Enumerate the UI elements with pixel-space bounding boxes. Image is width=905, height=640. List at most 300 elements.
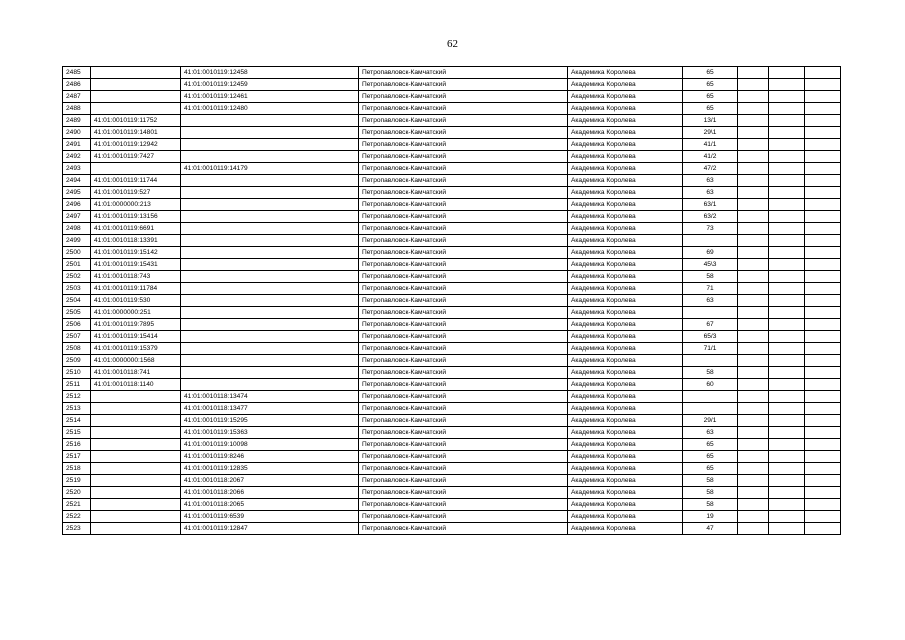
- empty-cell: [769, 91, 805, 103]
- cadastral-number-building-cell: 41:01:0010119:7427: [91, 151, 181, 163]
- house-number-cell: [683, 307, 738, 319]
- row-number-cell: 2486: [63, 79, 91, 91]
- empty-cell: [738, 511, 769, 523]
- empty-cell: [738, 283, 769, 295]
- street-cell: Академика Королева: [568, 79, 683, 91]
- street-cell: Академика Королева: [568, 427, 683, 439]
- cadastral-number-building-cell: 41:01:0010119:14801: [91, 127, 181, 139]
- empty-cell: [805, 259, 841, 271]
- city-cell: Петропавловск-Камчатский: [359, 103, 568, 115]
- table-row: [63, 319, 841, 331]
- row-number-cell: 2485: [63, 67, 91, 79]
- row-number-cell: 2495: [63, 187, 91, 199]
- empty-cell: [738, 223, 769, 235]
- empty-cell: [805, 355, 841, 367]
- empty-cell: [805, 523, 841, 535]
- empty-cell: [769, 379, 805, 391]
- page-number: 62: [447, 38, 458, 50]
- row-number-cell: 2522: [63, 511, 91, 523]
- city-cell: Петропавловск-Камчатский: [359, 295, 568, 307]
- row-number-cell: 2508: [63, 343, 91, 355]
- cadastral-number-premises-cell: [181, 331, 359, 343]
- cadastral-number-premises-cell: [181, 355, 359, 367]
- empty-cell: [738, 151, 769, 163]
- empty-cell: [769, 403, 805, 415]
- empty-cell: [738, 175, 769, 187]
- empty-cell: [805, 391, 841, 403]
- empty-cell: [769, 355, 805, 367]
- empty-cell: [805, 499, 841, 511]
- empty-cell: [805, 223, 841, 235]
- house-number-cell: 73: [683, 223, 738, 235]
- house-number-cell: 63/2: [683, 211, 738, 223]
- empty-cell: [805, 367, 841, 379]
- city-cell: Петропавловск-Камчатский: [359, 415, 568, 427]
- cadastral-number-building-cell: 41:01:0010119:527: [91, 187, 181, 199]
- row-number-cell: 2509: [63, 355, 91, 367]
- table-row: [63, 223, 841, 235]
- house-number-cell: 41/1: [683, 139, 738, 151]
- table-row: [63, 271, 841, 283]
- street-cell: Академика Королева: [568, 415, 683, 427]
- empty-cell: [738, 235, 769, 247]
- empty-cell: [738, 379, 769, 391]
- row-number-cell: 2518: [63, 463, 91, 475]
- city-cell: Петропавловск-Камчатский: [359, 139, 568, 151]
- empty-cell: [738, 127, 769, 139]
- empty-cell: [805, 295, 841, 307]
- table-row: [63, 139, 841, 151]
- registry-table: [62, 66, 841, 535]
- cadastral-number-premises-cell: 41:01:0010119:12461: [181, 91, 359, 103]
- empty-cell: [805, 235, 841, 247]
- empty-cell: [738, 463, 769, 475]
- row-number-cell: 2514: [63, 415, 91, 427]
- cadastral-number-premises-cell: 41:01:0010119:12835: [181, 463, 359, 475]
- empty-cell: [738, 319, 769, 331]
- house-number-cell: 63: [683, 175, 738, 187]
- empty-cell: [805, 115, 841, 127]
- cadastral-number-premises-cell: [181, 175, 359, 187]
- row-number-cell: 2517: [63, 451, 91, 463]
- empty-cell: [769, 163, 805, 175]
- cadastral-number-premises-cell: 41:01:0010118:2066: [181, 487, 359, 499]
- empty-cell: [738, 211, 769, 223]
- house-number-cell: 47/2: [683, 163, 738, 175]
- table-row: [63, 115, 841, 127]
- table-row: [63, 283, 841, 295]
- row-number-cell: 2512: [63, 391, 91, 403]
- table-row: [63, 307, 841, 319]
- table-row: [63, 523, 841, 535]
- street-cell: Академика Королева: [568, 391, 683, 403]
- empty-cell: [769, 295, 805, 307]
- street-cell: Академика Королева: [568, 523, 683, 535]
- row-number-cell: 2500: [63, 247, 91, 259]
- row-number-cell: 2510: [63, 367, 91, 379]
- row-number-cell: 2521: [63, 499, 91, 511]
- empty-cell: [769, 307, 805, 319]
- cadastral-number-building-cell: [91, 523, 181, 535]
- row-number-cell: 2489: [63, 115, 91, 127]
- row-number-cell: 2505: [63, 307, 91, 319]
- city-cell: Петропавловск-Камчатский: [359, 271, 568, 283]
- empty-cell: [805, 79, 841, 91]
- empty-cell: [769, 259, 805, 271]
- cadastral-number-building-cell: 41:01:0010119:15379: [91, 343, 181, 355]
- empty-cell: [769, 79, 805, 91]
- city-cell: Петропавловск-Камчатский: [359, 211, 568, 223]
- house-number-cell: 45\3: [683, 259, 738, 271]
- house-number-cell: [683, 403, 738, 415]
- street-cell: Академика Королева: [568, 139, 683, 151]
- empty-cell: [738, 487, 769, 499]
- table-row: [63, 499, 841, 511]
- empty-cell: [738, 331, 769, 343]
- row-number-cell: 2487: [63, 91, 91, 103]
- cadastral-number-premises-cell: 41:01:0010119:14179: [181, 163, 359, 175]
- cadastral-number-building-cell: [91, 511, 181, 523]
- row-number-cell: 2493: [63, 163, 91, 175]
- empty-cell: [738, 475, 769, 487]
- house-number-cell: 63/1: [683, 199, 738, 211]
- city-cell: Петропавловск-Камчатский: [359, 259, 568, 271]
- cadastral-number-premises-cell: [181, 259, 359, 271]
- house-number-cell: [683, 355, 738, 367]
- house-number-cell: 58: [683, 271, 738, 283]
- empty-cell: [769, 451, 805, 463]
- house-number-cell: 41/2: [683, 151, 738, 163]
- table-row: [63, 151, 841, 163]
- empty-cell: [738, 367, 769, 379]
- cadastral-number-building-cell: 41:01:0010118:13391: [91, 235, 181, 247]
- street-cell: Академика Королева: [568, 115, 683, 127]
- empty-cell: [738, 271, 769, 283]
- house-number-cell: 63: [683, 295, 738, 307]
- empty-cell: [769, 271, 805, 283]
- street-cell: Академика Королева: [568, 319, 683, 331]
- empty-cell: [769, 439, 805, 451]
- city-cell: Петропавловск-Камчатский: [359, 199, 568, 211]
- empty-cell: [738, 439, 769, 451]
- cadastral-number-building-cell: [91, 499, 181, 511]
- row-number-cell: 2488: [63, 103, 91, 115]
- table-row: [63, 331, 841, 343]
- empty-cell: [805, 91, 841, 103]
- street-cell: Академика Королева: [568, 367, 683, 379]
- cadastral-number-building-cell: 41:01:0010118:1140: [91, 379, 181, 391]
- street-cell: Академика Королева: [568, 271, 683, 283]
- row-number-cell: 2498: [63, 223, 91, 235]
- street-cell: Академика Королева: [568, 247, 683, 259]
- cadastral-number-building-cell: 41:01:0010119:7895: [91, 319, 181, 331]
- row-number-cell: 2515: [63, 427, 91, 439]
- cadastral-number-building-cell: 41:01:0010118:741: [91, 367, 181, 379]
- cadastral-number-building-cell: [91, 103, 181, 115]
- cadastral-number-premises-cell: 41:01:0010118:13474: [181, 391, 359, 403]
- street-cell: Академика Королева: [568, 451, 683, 463]
- empty-cell: [769, 319, 805, 331]
- empty-cell: [738, 187, 769, 199]
- row-number-cell: 2507: [63, 331, 91, 343]
- empty-cell: [769, 175, 805, 187]
- row-number-cell: 2523: [63, 523, 91, 535]
- house-number-cell: 58: [683, 475, 738, 487]
- cadastral-number-building-cell: [91, 451, 181, 463]
- row-number-cell: 2490: [63, 127, 91, 139]
- empty-cell: [769, 139, 805, 151]
- house-number-cell: 29\1: [683, 127, 738, 139]
- cadastral-number-building-cell: [91, 91, 181, 103]
- cadastral-number-premises-cell: 41:01:0010119:12480: [181, 103, 359, 115]
- empty-cell: [738, 247, 769, 259]
- empty-cell: [769, 199, 805, 211]
- cadastral-number-premises-cell: [181, 127, 359, 139]
- street-cell: Академика Королева: [568, 211, 683, 223]
- cadastral-number-premises-cell: [181, 343, 359, 355]
- table-row: [63, 199, 841, 211]
- row-number-cell: 2516: [63, 439, 91, 451]
- city-cell: Петропавловск-Камчатский: [359, 247, 568, 259]
- empty-cell: [738, 103, 769, 115]
- empty-cell: [769, 235, 805, 247]
- row-number-cell: 2496: [63, 199, 91, 211]
- cadastral-number-building-cell: 41:01:0010119:13156: [91, 211, 181, 223]
- empty-cell: [805, 331, 841, 343]
- table-row: [63, 475, 841, 487]
- street-cell: Академика Королева: [568, 379, 683, 391]
- empty-cell: [805, 427, 841, 439]
- empty-cell: [769, 331, 805, 343]
- street-cell: Академика Королева: [568, 91, 683, 103]
- empty-cell: [805, 139, 841, 151]
- row-number-cell: 2511: [63, 379, 91, 391]
- row-number-cell: 2497: [63, 211, 91, 223]
- row-number-cell: 2513: [63, 403, 91, 415]
- city-cell: Петропавловск-Камчатский: [359, 343, 568, 355]
- house-number-cell: 69: [683, 247, 738, 259]
- city-cell: Петропавловск-Камчатский: [359, 463, 568, 475]
- empty-cell: [769, 475, 805, 487]
- table-row: [63, 427, 841, 439]
- house-number-cell: 63: [683, 187, 738, 199]
- empty-cell: [805, 379, 841, 391]
- cadastral-number-building-cell: 41:01:0010119:15431: [91, 259, 181, 271]
- empty-cell: [805, 163, 841, 175]
- city-cell: Петропавловск-Камчатский: [359, 487, 568, 499]
- empty-cell: [805, 67, 841, 79]
- row-number-cell: 2506: [63, 319, 91, 331]
- cadastral-number-building-cell: [91, 427, 181, 439]
- cadastral-number-premises-cell: 41:01:0010118:2067: [181, 475, 359, 487]
- empty-cell: [738, 91, 769, 103]
- empty-cell: [769, 343, 805, 355]
- empty-cell: [738, 79, 769, 91]
- house-number-cell: 65: [683, 103, 738, 115]
- table-row: [63, 163, 841, 175]
- street-cell: Академика Королева: [568, 163, 683, 175]
- street-cell: Академика Королева: [568, 439, 683, 451]
- house-number-cell: 47: [683, 523, 738, 535]
- cadastral-number-building-cell: [91, 439, 181, 451]
- empty-cell: [805, 487, 841, 499]
- city-cell: Петропавловск-Камчатский: [359, 523, 568, 535]
- empty-cell: [769, 103, 805, 115]
- house-number-cell: 71/1: [683, 343, 738, 355]
- cadastral-number-building-cell: [91, 403, 181, 415]
- street-cell: Академика Королева: [568, 127, 683, 139]
- empty-cell: [805, 175, 841, 187]
- city-cell: Петропавловск-Камчатский: [359, 151, 568, 163]
- cadastral-number-premises-cell: [181, 151, 359, 163]
- cadastral-number-premises-cell: [181, 115, 359, 127]
- street-cell: Академика Королева: [568, 463, 683, 475]
- house-number-cell: 58: [683, 499, 738, 511]
- city-cell: Петропавловск-Камчатский: [359, 379, 568, 391]
- empty-cell: [769, 523, 805, 535]
- house-number-cell: 65: [683, 79, 738, 91]
- empty-cell: [738, 139, 769, 151]
- table-row: [63, 247, 841, 259]
- house-number-cell: 65: [683, 463, 738, 475]
- cadastral-number-premises-cell: [181, 283, 359, 295]
- table-row: [63, 463, 841, 475]
- street-cell: Академика Королева: [568, 355, 683, 367]
- house-number-cell: 60: [683, 379, 738, 391]
- house-number-cell: [683, 235, 738, 247]
- empty-cell: [769, 211, 805, 223]
- table-row: [63, 127, 841, 139]
- cadastral-number-building-cell: [91, 163, 181, 175]
- table-row: [63, 391, 841, 403]
- street-cell: Академика Королева: [568, 403, 683, 415]
- city-cell: Петропавловск-Камчатский: [359, 499, 568, 511]
- street-cell: Академика Королева: [568, 475, 683, 487]
- street-cell: Академика Королева: [568, 199, 683, 211]
- city-cell: Петропавловск-Камчатский: [359, 127, 568, 139]
- empty-cell: [805, 199, 841, 211]
- empty-cell: [769, 223, 805, 235]
- empty-cell: [805, 307, 841, 319]
- city-cell: Петропавловск-Камчатский: [359, 331, 568, 343]
- empty-cell: [738, 391, 769, 403]
- cadastral-number-premises-cell: 41:01:0010119:12847: [181, 523, 359, 535]
- cadastral-number-premises-cell: [181, 139, 359, 151]
- cadastral-number-premises-cell: 41:01:0010119:15363: [181, 427, 359, 439]
- table-row: [63, 439, 841, 451]
- empty-cell: [769, 427, 805, 439]
- city-cell: Петропавловск-Камчатский: [359, 319, 568, 331]
- cadastral-number-premises-cell: [181, 235, 359, 247]
- city-cell: Петропавловск-Камчатский: [359, 307, 568, 319]
- table-row: [63, 67, 841, 79]
- street-cell: Академика Королева: [568, 187, 683, 199]
- cadastral-number-building-cell: 41:01:0010119:11744: [91, 175, 181, 187]
- cadastral-number-premises-cell: [181, 187, 359, 199]
- empty-cell: [805, 343, 841, 355]
- cadastral-number-building-cell: 41:01:0000000:251: [91, 307, 181, 319]
- empty-cell: [769, 499, 805, 511]
- empty-cell: [738, 415, 769, 427]
- empty-cell: [805, 283, 841, 295]
- empty-cell: [805, 187, 841, 199]
- empty-cell: [738, 427, 769, 439]
- empty-cell: [805, 103, 841, 115]
- empty-cell: [738, 259, 769, 271]
- cadastral-number-premises-cell: 41:01:0010119:6539: [181, 511, 359, 523]
- empty-cell: [805, 127, 841, 139]
- cadastral-number-building-cell: [91, 79, 181, 91]
- empty-cell: [805, 475, 841, 487]
- empty-cell: [769, 391, 805, 403]
- empty-cell: [769, 187, 805, 199]
- house-number-cell: 65: [683, 451, 738, 463]
- cadastral-number-premises-cell: [181, 367, 359, 379]
- table-row: [63, 487, 841, 499]
- table-row: [63, 379, 841, 391]
- cadastral-number-building-cell: [91, 415, 181, 427]
- cadastral-number-premises-cell: [181, 247, 359, 259]
- cadastral-number-premises-cell: [181, 223, 359, 235]
- cadastral-number-premises-cell: [181, 319, 359, 331]
- cadastral-number-premises-cell: [181, 295, 359, 307]
- empty-cell: [738, 451, 769, 463]
- street-cell: Академика Королева: [568, 235, 683, 247]
- row-number-cell: 2503: [63, 283, 91, 295]
- street-cell: Академика Королева: [568, 151, 683, 163]
- street-cell: Академика Королева: [568, 487, 683, 499]
- table-row: [63, 259, 841, 271]
- cadastral-number-building-cell: 41:01:0000000:1568: [91, 355, 181, 367]
- table-row: [63, 91, 841, 103]
- empty-cell: [805, 247, 841, 259]
- city-cell: Петропавловск-Камчатский: [359, 511, 568, 523]
- cadastral-number-building-cell: [91, 475, 181, 487]
- city-cell: Петропавловск-Камчатский: [359, 175, 568, 187]
- empty-cell: [769, 463, 805, 475]
- street-cell: Академика Королева: [568, 283, 683, 295]
- cadastral-number-building-cell: 41:01:0010119:12942: [91, 139, 181, 151]
- empty-cell: [738, 115, 769, 127]
- cadastral-number-building-cell: [91, 487, 181, 499]
- empty-cell: [805, 151, 841, 163]
- city-cell: Петропавловск-Камчатский: [359, 91, 568, 103]
- empty-cell: [738, 295, 769, 307]
- street-cell: Академика Королева: [568, 295, 683, 307]
- cadastral-number-premises-cell: 41:01:0010119:12459: [181, 79, 359, 91]
- street-cell: Академика Королева: [568, 307, 683, 319]
- table-row: [63, 235, 841, 247]
- city-cell: Петропавловск-Камчатский: [359, 391, 568, 403]
- house-number-cell: 65/3: [683, 331, 738, 343]
- cadastral-number-premises-cell: 41:01:0010119:12458: [181, 67, 359, 79]
- city-cell: Петропавловск-Камчатский: [359, 367, 568, 379]
- street-cell: Академика Королева: [568, 223, 683, 235]
- empty-cell: [805, 415, 841, 427]
- empty-cell: [738, 163, 769, 175]
- empty-cell: [805, 463, 841, 475]
- empty-cell: [769, 127, 805, 139]
- city-cell: Петропавловск-Камчатский: [359, 475, 568, 487]
- empty-cell: [738, 499, 769, 511]
- street-cell: Академика Королева: [568, 259, 683, 271]
- row-number-cell: 2494: [63, 175, 91, 187]
- empty-cell: [805, 511, 841, 523]
- cadastral-number-building-cell: [91, 67, 181, 79]
- house-number-cell: 58: [683, 367, 738, 379]
- house-number-cell: 67: [683, 319, 738, 331]
- table-row: [63, 295, 841, 307]
